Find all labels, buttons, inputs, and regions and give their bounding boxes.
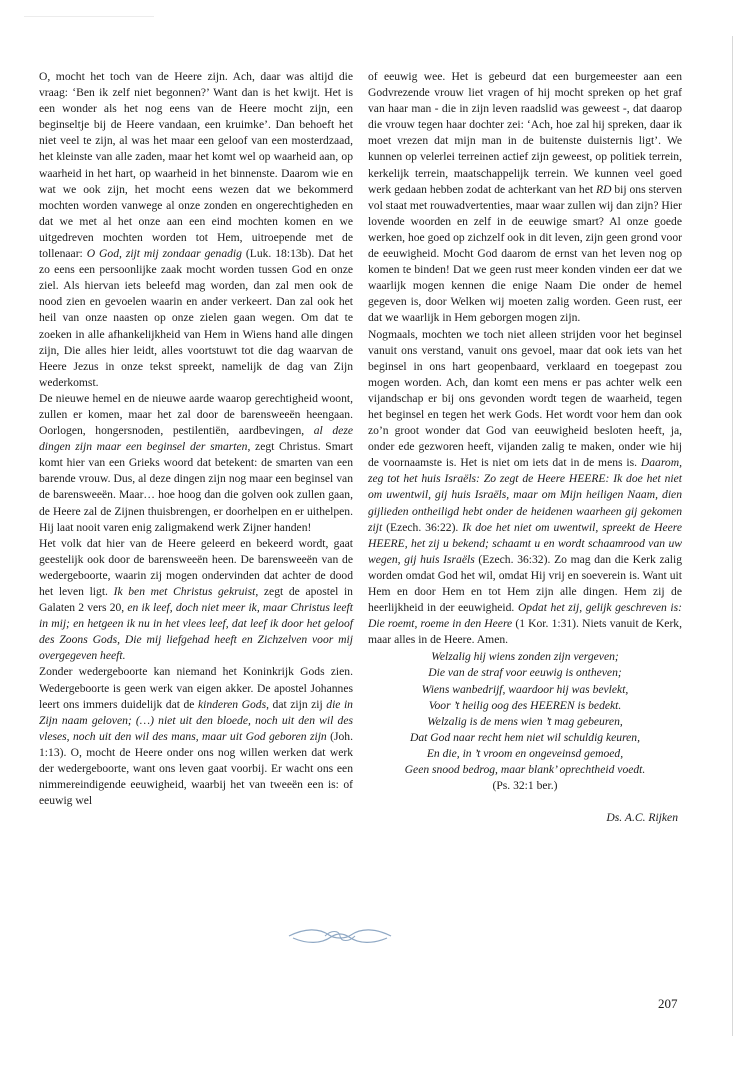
text-run: , dat zijn zij xyxy=(266,697,327,711)
text-run: of eeuwig wee. Het is gebeurd dat een burgemeester aan een Godvrezende vrouw liet vragen of hij mocht spreken op het graf van haar man - die in zijn leven raadslid was geweest -, dat daarop die vrouw tegen haar dochter zei: ‘Ach, hoe zal hij spreken, daar ik moet vrezen dat mijn man in de buitenste duisternis ligt’. We kunnen op velerlei terreinen actief zijn geweest, op politiek terrein, kerkelijk terrein, maatschappelijk terrein. We kunnen veel goed werk gedaan hebben zodat de achterkant van het xyxy=(368,70,682,196)
right-column xyxy=(368,69,682,826)
author-signature: Ds. A.C. Rijken xyxy=(606,811,678,825)
poem-line: Geen snood bedrog, maar blank’ oprechtheid voedt. xyxy=(404,763,646,777)
page-number: 207 xyxy=(658,996,678,1011)
text-run: bij ons sterven vol staat met rouwadvertenties, maar waar zullen wij dan zijn? Hier lovende woorden en zelf in de eeuwige smart? Al onze goede werken, hoe goed op zichzelf ook in dit leven, zijn geen grond voor de eeuwigheid. Mocht God daarom de ernst van het leven nog op komen te binden! Dat we geen rust meer konden vinden eer dat we waarlijk mogen kennen die enige Naam Die onder de hemel gegeven is, door Welken wij moeten zalig worden. Geen rust, eer dat we waarlijk in Hem geborgen mogen zijn. xyxy=(368,182,682,325)
italic-quote: die in Zijn naam geloven; (…) niet uit den bloede, noch uit den wil des vleses, noch uit den wil des mans, maar uit God geboren zijn xyxy=(39,697,353,743)
text-run: (Ezech. 36:22). xyxy=(382,520,463,534)
paragraph xyxy=(368,327,682,649)
poem-line: Die van de straf voor eeuwig is ontheven; xyxy=(428,666,622,680)
poem-line: Wiens wanbedrijf, waardoor hij was bevlekt, xyxy=(421,682,629,696)
poem-line: Voor ’t heilig oog des HEEREN is bedekt. xyxy=(428,698,622,712)
left-column xyxy=(39,69,353,809)
paragraph xyxy=(39,664,353,809)
poem-line: Welzalig hij wiens zonden zijn vergeven; xyxy=(431,650,619,664)
text-run: , zegt Christus. Smart komt hier van een Grieks woord dat betekent: de smarten van een barende vrouw. Dus, al deze dingen zijn nog maar een beginsel van de barensweeën. Maar… hoe hoog dan die golven ook zullen gaan, de Heere zal de Zijnen thuisbrengen, er doorhelpen en er uithelpen. Hij laat nooit varen enig zaligmakend werk Zijner handen! xyxy=(39,440,353,534)
italic-quote: Ik ben met Christus gekruist xyxy=(113,585,256,598)
poem-reference: (Ps. 32:1 ber.) xyxy=(492,779,558,793)
italic-quote: RD xyxy=(595,182,612,196)
poem-line: Welzalig is de mens wien ’t mag gebeuren, xyxy=(427,714,623,728)
italic-quote: O God, zijt mij zondaar genadig xyxy=(86,247,242,261)
text-run: Het volk dat hier van de Heere geleerd en bekeerd wordt, gaat geestelijk ook door de barensweeën heen. De barensweeën van de wedergeboorte, waarin zij mogen ondervinden dat achter de dood het leven ligt. xyxy=(39,536,353,598)
text-run: (Joh. 1:13). O, mocht de Heere onder ons nog willen werken dat werk der wedergeboorte, want ons leven gaat voorbij. Er wacht ons een nimmereindigende eeuwigheid, waarbij het van tweeën een is: of eeuwig wel xyxy=(39,729,354,808)
poem-line: En die, in ’t vroom en ongeveinsd gemoed, xyxy=(426,746,624,760)
paragraph xyxy=(39,69,353,391)
poem-line: Dat God naar recht hem niet wil schuldig keuren, xyxy=(409,730,640,744)
italic-quote: Opdat het zij, gelijk geschreven is: Die roemt, roeme in den Heere xyxy=(368,601,682,631)
text-run: O, mocht het toch van de Heere zijn. Ach, daar was altijd die vraag: ‘Ben ik zelf niet begonnen?’ Want dan is het kwijt. Het is een wonder als het nog eens van de Heere mocht zijn, een beginseltje bij de Heere vandaan, een kruimke’. Dan behoeft het niet veel te zijn, al was het maar een geloof van een mosterdzaad, het kleinste van alle zaden, maar het komt wel op waarheid aan, op waarheid in het hart, op waarheid in het binnenste. Daarom wie en wat we ook zijn, het mocht eens wezen dat we bekommerd mochten worden vanwege al onze zonden en ongerechtigheden en dat we met al het onze aan een eind mochten komen en we uitgedreven mochten worden tot Hem, uitroepende met de tollenaar: xyxy=(39,70,353,261)
right-column-paragraphs xyxy=(368,69,682,648)
italic-quote: al deze dingen zijn maar een beginsel der smarten xyxy=(39,424,353,454)
text-run: De nieuwe hemel en de nieuwe aarde waarop gerechtigheid woont, zullen er komen, maar het zal door de barensweeën heengaan. Oorlogen, hongersnoden, pestilentiën, aardbevingen, xyxy=(39,391,353,438)
page-spine-line xyxy=(732,36,733,1036)
italic-quote: Ik doe het niet om uwentwil, spreekt de Heere HEERE, het zij u bekend; schaamt u en wordt schaamrood van uw wegen, gij huis Israëls xyxy=(368,520,682,566)
psalm-poem xyxy=(368,649,682,794)
top-rule xyxy=(24,16,154,17)
text-run: Zonder wedergeboorte kan niemand het Koninkrijk Gods zien. Wedergeboorte is geen werk van eigen akker. De apostel Johannes leert ons immers duidelijk dat de xyxy=(39,665,353,711)
text-run: Nogmaals, mochten we toch niet alleen strijden voor het beginsel vanuit ons verstand, vanuit ons gevoel, maar dat ook iets van het beginsel in ons hart geopenbaard, verklaard en toegepast zou mogen worden. Ach, dan komt een mens er pas achter welk een vijandschap er bij ons gevonden wordt tegen de waarheid, tegen het beginsel en tegen het werk Gods. Het wordt voor hem dan ook zo’n groot wonder dat God van eeuwigheid besloten heeft, ja, onder ede gezworen heeft, vijanden zalig te maken, onder wie hij de voornaamste is. Het is niet om iets dat in de mens is. xyxy=(368,327,682,470)
paragraph xyxy=(39,391,353,536)
italic-quote: en ik leef, doch niet meer ik, maar Christus leeft in mij; en hetgeen ik nu in het vlees leef, dat leef ik door het geloof des Zoons Gods, Die mij liefgehad heeft en Zichzelven voor mij overgegeven heeft. xyxy=(39,601,353,663)
text-run: (Luk. 18:13b). Dat het zo eens een persoonlijke zaak mocht worden tussen God en onze ziel. Als hiervan iets beleefd mag worden, dan zal men ook de nood zien en gevoelen waarin en ander verkeert. Dan zal ook het heil van onze naasten op onze zielen gaan wegen. Om dat te zoeken in alle afhankelijkheid van Hem in Wiens hand alle dingen zijn, Die alles hier leidt, alles voortstuwt tot die dag waarvan de Heere Jezus in onze tekst spreekt, namelijk de dag van Zijn wederkomst. xyxy=(39,247,353,389)
text-run: (Ezech. 36:32). Zo mag dan die Kerk zalig worden omdat God het wil, omdat Hij vrij en soeverein is. Want uit Hem en door Hem en tot Hem zijn alle dingen. Hem zij de heerlijkheid in der eeuwigheid. xyxy=(368,552,682,615)
italic-quote: kinderen Gods xyxy=(197,697,267,711)
text-run: , zegt de apostel in Galaten 2 vers 20, xyxy=(39,585,353,615)
text-run: (1 Kor. 1:31). Niets vanuit de Kerk, maar alles in de Heere. Amen. xyxy=(368,617,682,647)
paragraph xyxy=(368,69,682,327)
paragraph xyxy=(39,536,353,665)
italic-quote: Daarom, zeg tot het huis Israëls: Zo zegt de Heere HEERE: Ik doe het niet om uwentwil, gij huis Israëls, maar om Mijn heiligen Naam, dien gijlieden ontheiligd hebt onder de heidenen waarheen gij gekomen zijt xyxy=(368,456,682,534)
scroll-flourish-icon xyxy=(285,924,395,948)
